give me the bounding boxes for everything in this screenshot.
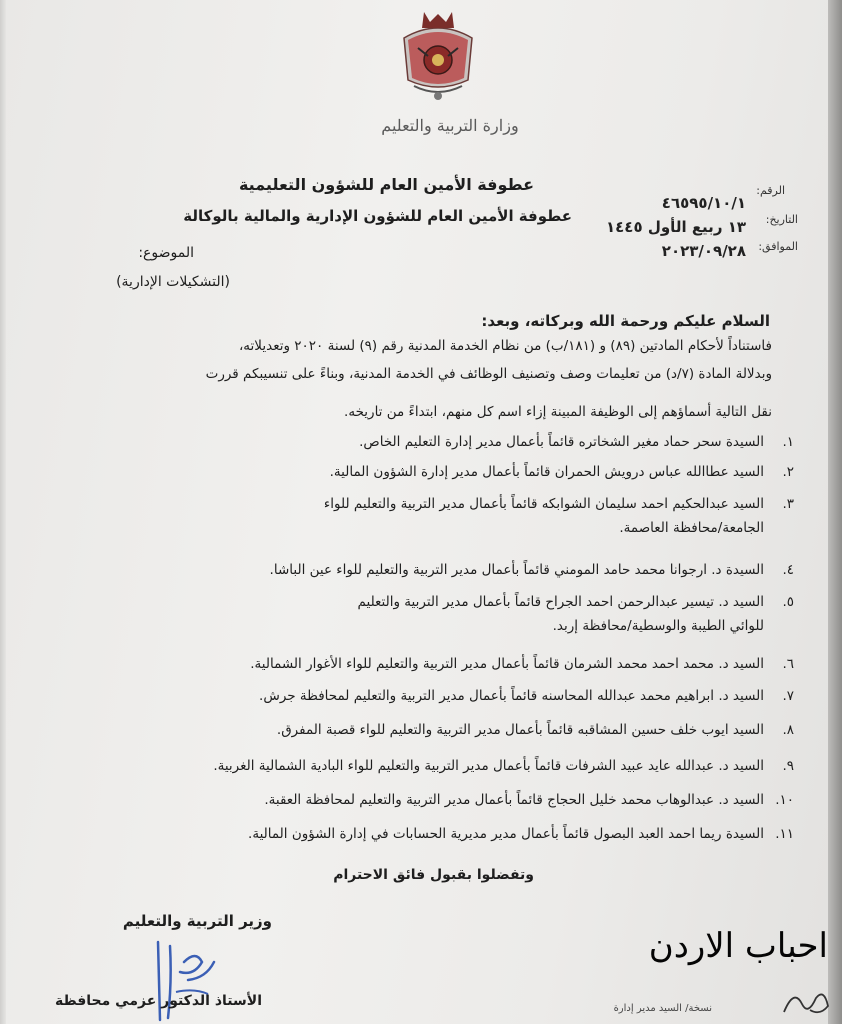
list-item-number: ٨. — [782, 722, 794, 738]
date-label: التاريخ: — [765, 213, 798, 226]
list-item — [94, 594, 794, 634]
list-item-number: ٣. — [782, 496, 794, 512]
list-item-text: السيد د. تيسير عبدالرحمن احمد الجراح قائماً بأعمال مدير التربية والتعليم — [357, 594, 764, 610]
list-item-number: ٦. — [782, 656, 794, 672]
list-item-text: السيد ايوب خلف حسين المشاقبه قائماً بأعمال مدير التربية والتعليم للواء قصبة المفرق. — [276, 722, 764, 738]
body-line-2: وبدلالة المادة (٧/د) من تعليمات وصف وتصنيف الوظائف في الخدمة المدنية، وبناءً على تنسيبكم قررت — [205, 366, 772, 382]
list-item — [94, 826, 794, 842]
list-item-text: السيدة ريما احمد العبد البصول قائماً بأعمال مدير مديرية الحسابات في إدارة الشؤون المالية. — [248, 826, 764, 842]
closing-line: وتفضلوا بقبول فائق الاحترام — [333, 867, 534, 883]
list-item-number: ٩. — [782, 758, 794, 774]
list-item-number: ٤. — [782, 562, 794, 578]
list-item-text: السيدة سحر حماد مغير الشخاتره قائماً بأعمال مدير إدارة التعليم الخاص. — [359, 434, 764, 450]
list-item-number: ٧. — [782, 688, 794, 704]
list-item-number: ٥. — [782, 594, 794, 610]
date-value: ١٣ ربيع الأول ١٤٤٥ — [606, 218, 746, 236]
copy-to-line: نسخة/ السيد مدير إدارة — [613, 1003, 712, 1014]
page-edge-left — [0, 0, 6, 1024]
ref-value: ٤٦٥٩٥/١٠/١ — [661, 194, 746, 212]
ref-label: الرقم: — [756, 184, 785, 197]
gregorian-date-value: ٢٠٢٣/٠٩/٢٨ — [661, 242, 746, 260]
ministry-letterhead-text: وزارة التربية والتعليم — [381, 116, 519, 135]
handwritten-signature-icon — [150, 932, 230, 1024]
list-item-continuation: الجامعة/محافظة العاصمة. — [619, 520, 764, 536]
greeting: السلام عليكم ورحمة الله وبركاته، وبعد: — [481, 312, 770, 330]
list-item-text: السيد د. عبدالوهاب محمد خليل الحجاج قائماً بأعمال مدير التربية والتعليم لمحافظة العقبة. — [264, 792, 764, 808]
list-item-number: ١. — [782, 434, 794, 450]
list-item — [94, 656, 794, 672]
list-item-number: ١١. — [775, 826, 794, 842]
signatory-name: الأستاذ الدكتور عزمي محافظة — [54, 993, 262, 1009]
list-item — [94, 758, 794, 774]
list-item-text: السيد د. عبدالله عايد عبيد الشرفات قائماً بأعمال مدير التربية والتعليم للواء البادية الشمالية الغربية. — [213, 758, 764, 774]
list-item — [94, 688, 794, 704]
list-item — [94, 496, 794, 536]
list-item — [94, 562, 794, 578]
list-item-number: ٢. — [782, 464, 794, 480]
signatory-title: وزير التربية والتعليم — [122, 912, 272, 930]
subject-label: الموضوع: — [138, 245, 194, 261]
list-item-number: ١٠. — [775, 792, 794, 808]
list-item — [94, 792, 794, 808]
list-item-continuation: للوائي الطيبة والوسطية/محافظة إربد. — [552, 618, 764, 634]
body-line-3: نقل التالية أسماؤهم إلى الوظيفة المبينة إزاء اسم كل منهم، ابتداءً من تاريخه. — [344, 404, 772, 420]
list-item-text: السيد عبدالحكيم احمد سليمان الشوابكه قائماً بأعمال مدير التربية والتعليم للواء — [323, 496, 764, 512]
list-item — [94, 722, 794, 738]
recipient-line-1: عطوفة الأمين العام للشؤون التعليمية — [238, 175, 534, 194]
jordan-coat-of-arms-icon — [394, 8, 482, 104]
recipient-line-2: عطوفة الأمين العام للشؤون الإدارية والمالية بالوكالة — [183, 207, 572, 225]
watermark-text: احباب الاردن — [648, 926, 828, 966]
list-item-text: السيدة د. ارجوانا محمد حامد المومني قائماً بأعمال مدير التربية والتعليم للواء عين الباشا. — [269, 562, 764, 578]
page-edge-right — [828, 0, 842, 1024]
list-item — [94, 464, 794, 480]
initials-signature-icon — [780, 984, 832, 1020]
list-item-text: السيد د. ابراهيم محمد عبدالله المحاسنه قائماً بأعمال مدير التربية والتعليم لمحافظة جرش. — [259, 688, 764, 704]
subject-value: (التشكيلات الإدارية) — [116, 274, 230, 290]
list-item-text: السيد عطاالله عباس درويش الحمران قائماً بأعمال مدير إدارة الشؤون المالية. — [329, 464, 764, 480]
gregorian-date-label: الموافق: — [758, 240, 798, 253]
body-line-1: فاستناداً لأحكام المادتين (٨٩) و (١٨١/ب) من نظام الخدمة المدنية رقم (٩) لسنة ٢٠٢٠ وتعديلاته، — [238, 338, 772, 354]
list-item — [94, 434, 794, 450]
list-item-text: السيد د. محمد احمد محمد الشرمان قائماً بأعمال مدير التربية والتعليم للواء الأغوار الشمالية. — [250, 656, 764, 672]
